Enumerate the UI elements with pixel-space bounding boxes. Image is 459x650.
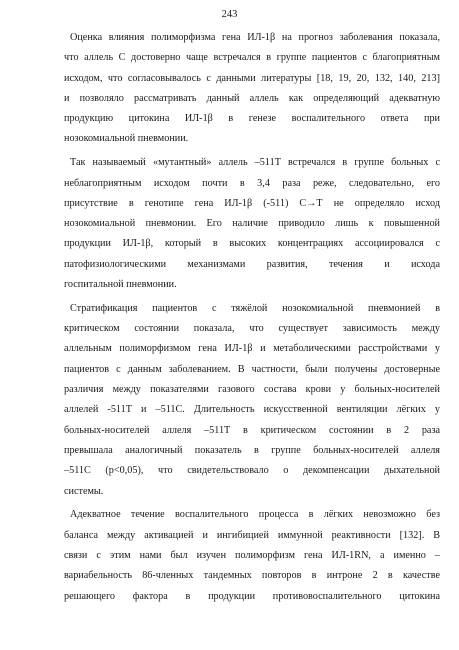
text-line: Оценка влияния полиморфизма гена ИЛ-1β на прогноз заболевания показала, xyxy=(70,32,440,43)
paragraph-2 xyxy=(64,153,440,295)
text-line: критическом состоянии показала, что существует зависимость между xyxy=(64,323,440,335)
text-line: присутствие в генотипе гена ИЛ-1β (-511) С→Т не определяло исход xyxy=(64,197,440,209)
paragraph-3 xyxy=(64,299,440,502)
text-line: системы. xyxy=(64,485,104,497)
text-line: баланса между активацией и ингибицией иммунной реактивности [132]. В xyxy=(64,529,440,541)
text-line: патофизиологическими механизмами развития, течения и исхода xyxy=(64,258,440,270)
text-line: аллелей -511Т и –511С. Длительность искусственной вентиляции лёгких у xyxy=(64,404,440,416)
text-line: и позволяло рассматривать данный аллель как определяющий адекватную xyxy=(64,92,440,104)
text-line: Адекватное течение воспалительного процесса в лёгких невозможно без xyxy=(70,509,440,521)
text-line: связи с этим нами был изучен полиморфизм гена ИЛ-1RN, а именно – xyxy=(64,549,440,561)
paragraph-4 xyxy=(64,505,440,606)
text-line: больных-носителей аллеля –511Т в критическом состоянии в 2 раза xyxy=(64,424,440,436)
text-line: превышала аналогичный показатель в группе больных-носителей аллеля xyxy=(64,444,440,456)
body-text xyxy=(64,28,440,607)
text-line: различия между показателями газового состава крови у больных-носителей xyxy=(64,384,440,396)
text-line: решающего фактора в продукции противовоспалительного цитокина xyxy=(64,590,440,602)
page-number: 243 xyxy=(221,9,238,20)
text-line: неблагоприятным исходом почти в 3,4 раза реже, следовательно, его xyxy=(64,177,440,189)
text-line: аллельным полиморфизмом гена ИЛ-1β и метаболическими расстройствами у xyxy=(64,343,440,355)
text-line: что аллель С достоверно чаще встречался в группе пациентов с благоприятным xyxy=(64,52,440,64)
text-line: Так называемый «мутантный» аллель –511Т встречался в группе больных с xyxy=(70,157,440,169)
text-line: госпитальной пневмонии. xyxy=(64,279,177,291)
text-line: Стратификация пациентов с тяжёлой нозокомиальной пневмонией в xyxy=(70,302,440,314)
text-line: продукции ИЛ-1β, который в высоких концентрациях ассоциировался с xyxy=(64,238,440,250)
paragraph-1 xyxy=(64,28,440,150)
text-line: вариабельность 86-членных тандемных повторов в интроне 2 в качестве xyxy=(64,570,440,582)
text-line: пациентов с данным заболеванием. В частности, были получены достоверные xyxy=(64,363,440,375)
text-line: продукцию цитокина ИЛ-1β в генезе воспалительного ответа при xyxy=(64,113,440,125)
text-line: нозокомиальной пневмонии. xyxy=(64,133,189,145)
text-line: исходом, что согласовывалось с данными литературы [18, 19, 20, 132, 140, 213] xyxy=(64,72,440,84)
text-line: –511С (р<0,05), что свидетельствовало о декомпенсации дыхательной xyxy=(64,465,440,477)
text-line: нозокомиальной пневмонии. Его наличие приводило лишь к повышенной xyxy=(64,218,440,230)
